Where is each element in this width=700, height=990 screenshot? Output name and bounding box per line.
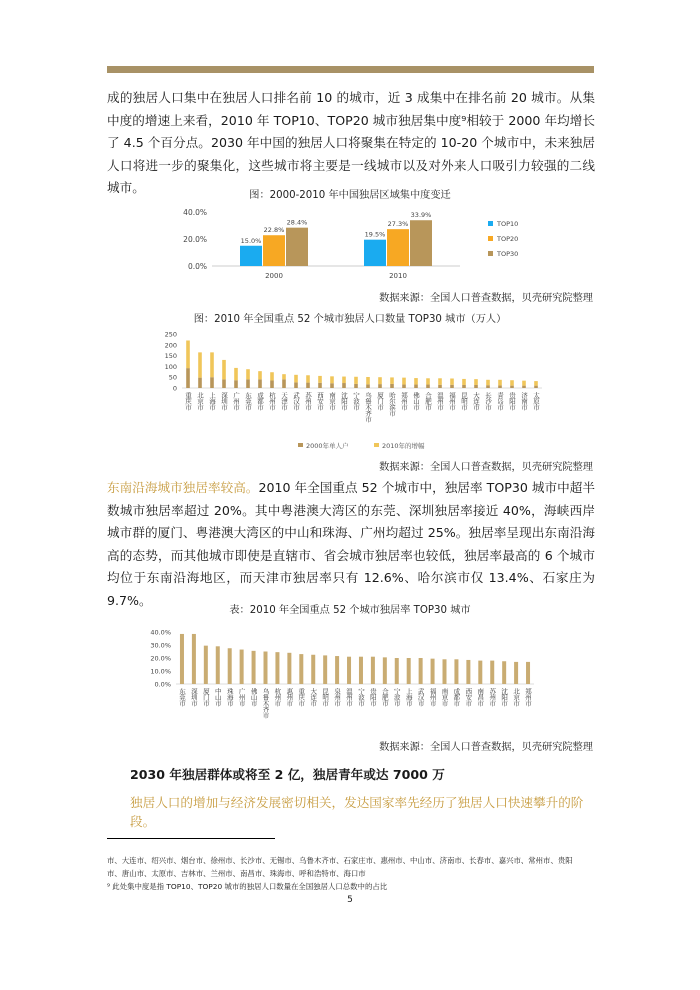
bar-increase-长沙市 xyxy=(486,380,490,385)
bar-2000-东莞市 xyxy=(246,379,250,388)
bar-increase-广州市 xyxy=(234,368,238,380)
bar-2000-济南市 xyxy=(522,386,526,388)
x-tick-label: 大连市 xyxy=(472,392,480,410)
y-tick-label: 40.0% xyxy=(183,208,207,217)
bar-rate-乌鲁木齐市 xyxy=(264,652,268,685)
section-heading: 2030 年独居群体或将至 2 亿，独居青年或达 7000 万 xyxy=(130,767,445,782)
bar-rate-西安市 xyxy=(466,660,470,684)
footnote-rule xyxy=(107,838,275,839)
x-tick-label: 成都市 xyxy=(452,688,461,706)
bar-increase-武汉市 xyxy=(294,375,298,383)
bar-increase-成都市 xyxy=(258,371,262,379)
x-tick-label: 武汉市 xyxy=(416,688,425,706)
bar-2000-合肥市 xyxy=(426,385,430,388)
bar-2000-佛山市 xyxy=(414,385,418,388)
bar-2000-深圳市 xyxy=(222,379,226,388)
data-label: 19.5% xyxy=(364,230,386,239)
bar-2000-重庆市 xyxy=(186,368,190,388)
bar-increase-重庆市 xyxy=(186,340,190,368)
bar-2000-温州市 xyxy=(438,385,442,388)
x-tick-label: 宁波市 xyxy=(352,392,360,410)
x-tick-label: 太原市 xyxy=(532,392,540,410)
legend-label: 2000年单人户 xyxy=(306,442,349,450)
bar-rate-贵阳市 xyxy=(371,657,375,684)
bar-2000-长沙市 xyxy=(486,385,490,388)
bar-increase-南京市 xyxy=(330,376,334,383)
x-tick-label: 西安市 xyxy=(316,392,324,410)
figure3-caption: 表：2010 年全国重点 52 个城市独居率 TOP30 城市 xyxy=(229,605,471,616)
x-tick-label: 上海市 xyxy=(208,392,216,410)
bar-2000-昆明市 xyxy=(462,385,466,388)
x-tick-label: 泉州市 xyxy=(333,688,342,706)
x-tick-label: 厦门市 xyxy=(376,392,384,410)
bar-rate-宁波市 xyxy=(395,658,399,684)
bar-rate-厦门市 xyxy=(204,646,208,684)
bar-increase-沈阳市 xyxy=(342,377,346,383)
bar-2000-苏州市 xyxy=(306,383,310,388)
bar-rate-郑州市 xyxy=(526,662,530,684)
x-tick-label: 中山市 xyxy=(213,688,222,706)
bar-2000-西安市 xyxy=(318,383,322,388)
y-tick-label: 150 xyxy=(164,352,177,361)
footnote-cities-1: 市、大连市、绍兴市、烟台市、徐州市、长沙市、无锡市、乌鲁木齐市、石家庄市、惠州市、中山市、济南市、长春市、嘉兴市、常州市、贵阳 xyxy=(107,856,573,865)
x-tick-label: 温州市 xyxy=(436,392,444,410)
x-tick-label: 南昌市 xyxy=(476,688,485,706)
figure1-source: 数据来源：全国人口普查数据，贝壳研究院整理 xyxy=(379,293,593,304)
data-label: 27.3% xyxy=(387,220,409,229)
y-tick-label: 10.0% xyxy=(150,667,171,676)
bar-2000-福州市 xyxy=(450,385,454,388)
x-tick-label: 合肥市 xyxy=(380,688,389,706)
x-tick-label: 沈阳市 xyxy=(500,688,509,706)
x-tick-label: 北京市 xyxy=(512,688,521,706)
paragraph-southeast xyxy=(107,477,595,612)
bar-rate-大连市 xyxy=(311,655,315,684)
paragraph-concentration: 成的独居人口集中在独居人口排名前 10 的城市，近 3 成集中在排名前 20 城市。从集中度的增速上来看，2010 年 TOP10、TOP20 城市独居集中度⁹相较于 2000 年均增长了 4.5 个百分点。2030 年中国的独居人口将聚集在特定的 10-20 个城市中，未来独居人口将进一步的聚集化，这些城市将主要是一线城市以及对外来人口吸引力较强的二线城市。 xyxy=(107,90,595,195)
data-label: 22.8% xyxy=(263,226,285,235)
bar-rate-成都市 xyxy=(454,659,458,684)
x-tick-label: 青岛市 xyxy=(496,392,504,410)
bar-2000-沈阳市 xyxy=(342,383,346,388)
x-tick-label: 惠州市 xyxy=(285,688,294,706)
bar-increase-苏州市 xyxy=(306,375,310,382)
header-rule xyxy=(107,66,594,73)
data-label: 15.0% xyxy=(240,236,262,245)
bar-rate-泉州市 xyxy=(335,656,339,684)
bar-top30-2010 xyxy=(410,220,432,266)
bar-2000-大连市 xyxy=(474,385,478,388)
bar-top20-2000 xyxy=(263,235,285,266)
bar-rate-苏州市 xyxy=(490,661,494,684)
x-tick-label: 厦门市 xyxy=(201,688,210,706)
bar-rate-惠州市 xyxy=(287,653,291,684)
bar-rate-东莞市 xyxy=(180,634,184,684)
bar-increase-温州市 xyxy=(438,378,442,384)
y-tick-label: 50 xyxy=(168,373,177,382)
legend-swatch-top10 xyxy=(488,221,493,226)
bar-increase-宁波市 xyxy=(354,377,358,384)
x-tick-label: 郑州市 xyxy=(400,392,408,410)
bar-2000-天津市 xyxy=(282,379,286,388)
x-tick-label: 沈阳市 xyxy=(340,392,348,410)
figure2-caption: 图：2010 年全国重点 52 个城市独居人口数量 TOP30 城市（万人） xyxy=(193,314,507,325)
bar-increase-天津市 xyxy=(282,374,286,379)
bar-2000-哈尔滨市 xyxy=(390,384,394,388)
figure3-chart xyxy=(140,622,540,732)
bar-increase-青岛市 xyxy=(498,380,502,386)
bar-top10-2000 xyxy=(240,246,262,266)
x-tick-label: 乌鲁木齐市 xyxy=(364,392,372,422)
x-tick-label: 杭州市 xyxy=(268,392,276,410)
bar-rate-深圳市 xyxy=(192,634,196,684)
x-tick-label: 杭州市 xyxy=(273,688,282,706)
y-tick-label: 200 xyxy=(164,341,177,350)
bar-increase-贵阳市 xyxy=(510,380,514,385)
bar-2000-青岛市 xyxy=(498,385,502,388)
y-tick-label: 250 xyxy=(164,330,177,339)
bar-increase-佛山市 xyxy=(414,378,418,384)
bar-2000-乌鲁木齐市 xyxy=(366,384,370,388)
bar-2000-广州市 xyxy=(234,380,238,388)
x-tick-label: 贵阳市 xyxy=(508,392,516,410)
paragraph-growth: 独居人口的增加与经济发展密切相关，发达国家率先经历了独居人口快速攀升的阶段。 xyxy=(130,795,584,829)
x-tick-label: 哈尔滨市 xyxy=(388,392,396,416)
x-tick-label: 大连市 xyxy=(309,688,318,706)
bar-2000-宁波市 xyxy=(354,384,358,388)
bar-2000-杭州市 xyxy=(270,380,274,388)
x-tick-label: 贵阳市 xyxy=(368,688,377,706)
x-tick-label: 佛山市 xyxy=(412,392,420,410)
bar-increase-昆明市 xyxy=(462,379,466,385)
bar-increase-郑州市 xyxy=(402,378,406,385)
bar-increase-济南市 xyxy=(522,381,526,386)
bar-rate-武汉市 xyxy=(419,658,423,684)
figure2-chart xyxy=(150,330,550,454)
x-tick-label: 南京市 xyxy=(440,688,449,706)
y-tick-label: 30.0% xyxy=(150,641,171,650)
bar-increase-乌鲁木齐市 xyxy=(366,377,370,384)
bar-increase-杭州市 xyxy=(270,372,274,380)
x-tick-label: 成都市 xyxy=(256,392,264,410)
bar-2000-北京市 xyxy=(198,378,202,388)
x-tick-label: 深圳市 xyxy=(220,392,228,410)
bar-increase-厦门市 xyxy=(378,377,382,384)
x-tick-label: 广州市 xyxy=(237,688,246,706)
x-tick-label: 广州市 xyxy=(232,392,240,410)
x-tick-label: 东莞市 xyxy=(177,688,186,706)
page-number: 5 xyxy=(347,895,353,905)
paragraph-southeast-body: 2010 年全国重点 52 个城市中，独居率 TOP30 城市中超半数城市独居率超过 20%。其中粤港澳大湾区的东莞、深圳独居率接近 40%，海峡西岸城市群的厦门、粤港澳大湾区的中山和珠海、广州均超过 25%。独居率呈现出东南沿海高的态势，而其他城市即使是直辖市、省会城市独居率也较低，独居率最高的 6 个城市均位于东南沿海地区，而天津市独居率只有 12.6%、哈尔滨市仅 13.4%、石家庄为 9.7%。 xyxy=(107,480,595,608)
x-tick-label: 南京市 xyxy=(328,392,336,410)
bar-rate-杭州市 xyxy=(275,652,279,684)
legend-label: TOP20 xyxy=(497,235,519,243)
legend-swatch-top30 xyxy=(488,251,493,256)
bar-increase-东莞市 xyxy=(246,369,250,379)
x-tick-label: 宁波市 xyxy=(392,688,401,706)
x-tick-label: 北京市 xyxy=(196,392,204,410)
x-tick-label: 东莞市 xyxy=(244,392,252,410)
legend-label: TOP10 xyxy=(497,220,519,228)
bar-rate-南京市 xyxy=(443,659,447,684)
bar-rate-珠海市 xyxy=(228,648,232,684)
bar-2000-贵阳市 xyxy=(510,386,514,388)
footnote-9: ⁹ 此处集中度是指 TOP10、TOP20 城市的独居人口数量在全国独居人口总数中的占比 xyxy=(107,882,388,891)
y-tick-label: 100 xyxy=(164,362,177,371)
bar-2000-武汉市 xyxy=(294,382,298,388)
x-tick-label: 昆明市 xyxy=(321,688,330,706)
x-tick-label: 乌鲁木齐市 xyxy=(261,688,270,718)
bar-rate-南昌市 xyxy=(478,661,482,684)
x-tick-label: 宁波市 xyxy=(356,688,365,706)
x-tick-label: 佛山市 xyxy=(249,688,258,706)
bar-rate-北京市 xyxy=(514,662,518,684)
bar-increase-哈尔滨市 xyxy=(390,377,394,383)
x-tick-label: 深圳市 xyxy=(189,688,198,706)
x-tick-label: 珠海市 xyxy=(225,688,234,706)
legend-label: 2010年的增幅 xyxy=(382,442,425,450)
x-tick-label: 济南市 xyxy=(520,392,528,410)
bar-2000-成都市 xyxy=(258,379,262,388)
x-tick-label: 天津市 xyxy=(280,392,288,410)
bar-increase-深圳市 xyxy=(222,360,226,379)
bar-rate-佛山市 xyxy=(252,651,256,684)
y-tick-label: 20.0% xyxy=(150,654,171,663)
bar-rate-合肥市 xyxy=(383,657,387,684)
figure1-caption: 图：2000-2010 年中国独居区域集中度变迁 xyxy=(249,190,451,201)
y-tick-label: 0.0% xyxy=(154,680,171,689)
x-tick-label: 2010 xyxy=(389,272,407,280)
data-label: 33.9% xyxy=(410,211,432,220)
y-tick-label: 20.0% xyxy=(183,235,207,244)
bar-rate-中山市 xyxy=(216,646,220,684)
legend-swatch-top20 xyxy=(488,236,493,241)
bar-rate-广州市 xyxy=(240,650,244,684)
bar-rate-沈阳市 xyxy=(502,661,506,684)
bar-increase-福州市 xyxy=(450,378,454,384)
x-tick-label: 长沙市 xyxy=(484,392,492,410)
bar-rate-上海市 xyxy=(407,658,411,684)
legend-swatch-0 xyxy=(298,443,303,447)
bar-top30-2000 xyxy=(286,228,308,266)
paragraph-southeast-highlight: 东南沿海城市独居率较高。 xyxy=(107,480,259,495)
bar-rate-福州市 xyxy=(431,659,435,684)
bar-rate-重庆市 xyxy=(299,654,303,684)
y-tick-label: 0 xyxy=(172,384,177,393)
bar-increase-合肥市 xyxy=(426,378,430,384)
x-tick-label: 苏州市 xyxy=(304,392,312,410)
x-tick-label: 昆明市 xyxy=(460,392,468,410)
bar-increase-大连市 xyxy=(474,379,478,385)
data-label: 28.4% xyxy=(286,218,308,227)
bar-increase-西安市 xyxy=(318,376,322,383)
legend-swatch-1 xyxy=(374,443,379,447)
bar-2000-厦门市 xyxy=(378,384,382,388)
legend-label: TOP30 xyxy=(497,250,519,258)
bar-increase-北京市 xyxy=(198,352,202,377)
x-tick-label: 重庆市 xyxy=(184,392,192,410)
bar-rate-温州市 xyxy=(347,657,351,684)
x-tick-label: 上海市 xyxy=(404,688,413,706)
bar-rate-宁波市 xyxy=(359,657,363,684)
y-tick-label: 0.0% xyxy=(187,262,207,271)
bar-rate-昆明市 xyxy=(323,655,327,684)
bar-increase-太原市 xyxy=(534,381,538,386)
bar-top10-2010 xyxy=(364,240,386,266)
x-tick-label: 福州市 xyxy=(448,392,456,410)
x-tick-label: 重庆市 xyxy=(297,688,306,706)
bar-top20-2010 xyxy=(387,229,409,266)
footnote-cities-2: 市、唐山市、太原市、吉林市、兰州市、南昌市、珠海市、呼和浩特市、海口市 xyxy=(107,869,366,878)
x-tick-label: 武汉市 xyxy=(292,392,300,410)
x-tick-label: 温州市 xyxy=(345,688,354,706)
x-tick-label: 苏州市 xyxy=(488,688,497,706)
figure2-source: 数据来源：全国人口普查数据，贝壳研究院整理 xyxy=(379,462,593,473)
bar-2000-郑州市 xyxy=(402,385,406,388)
y-tick-label: 40.0% xyxy=(150,628,171,637)
bar-2000-南京市 xyxy=(330,383,334,388)
x-tick-label: 2000 xyxy=(265,272,283,280)
bar-increase-上海市 xyxy=(210,352,214,377)
x-tick-label: 合肥市 xyxy=(424,392,432,410)
x-tick-label: 福州市 xyxy=(428,688,437,706)
figure3-source: 数据来源：全国人口普查数据，贝壳研究院整理 xyxy=(379,742,593,753)
x-tick-label: 西安市 xyxy=(464,688,473,706)
bar-2000-上海市 xyxy=(210,377,214,388)
bar-2000-太原市 xyxy=(534,386,538,388)
x-tick-label: 郑州市 xyxy=(524,688,533,706)
figure1-chart xyxy=(170,204,540,284)
